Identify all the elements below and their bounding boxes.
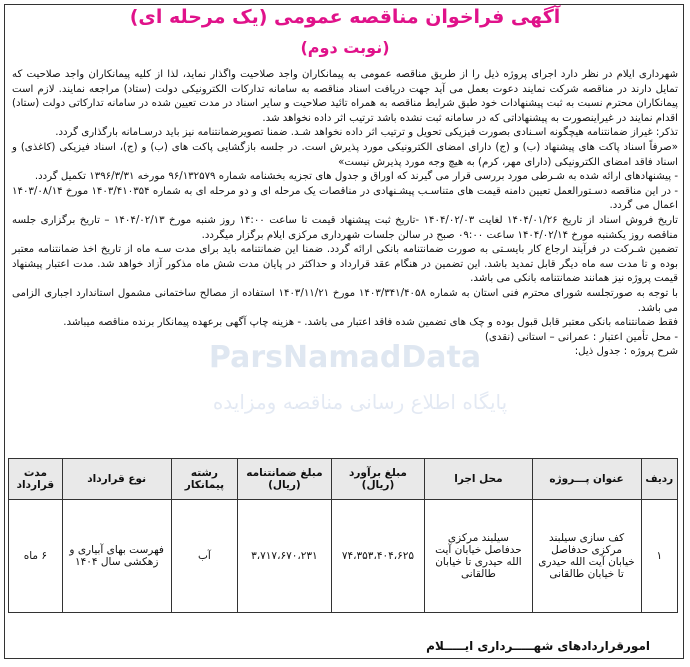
project-table <box>8 458 678 613</box>
cell-contract-type: فهرست بهای آبیاری و زهکشی سال ۱۴۰۴ <box>62 500 171 613</box>
header-row-number: ردیف <box>641 459 677 500</box>
watermark-latin: ParsNamadData <box>208 340 482 375</box>
header-location: محل اجرا <box>425 459 532 500</box>
header-guarantee: مبلغ ضمانتنامه (ریال) <box>238 459 331 500</box>
header-estimate: مبلغ برآورد (ریال) <box>331 459 425 500</box>
cell-guarantee: ۳،۷۱۷،۶۷۰،۲۳۱ <box>238 500 331 613</box>
watermark-persian: پایگاه اطلاع رسانی مناقصه ومزایده <box>212 390 508 414</box>
cell-contractor-field: آب <box>171 500 238 613</box>
paragraph-project-desc: شرح پروژه : جدول ذیل: <box>574 346 678 358</box>
paragraph-standards: با توجه به صورتجلسه شورای محترم فنی استان به شماره ۱۴۰۳/۳۴۱/۴۰۵۸ مورخ ۱۴۰۳/۱۱/۲۱ استفاده از مصالح ساختمانی مشمول استاندارد اجباری الزامی می باشد. <box>12 287 678 314</box>
paragraph-analysis: - پیشنهادهای ارائه شده به شـرطی مورد بررسی قرار می گیرند که اوراق و جدول های تجزیه بخشنامه شماره ۹۶/۱۳۲۵۷۹ مورخه ۱۳۹۶/۳/۳۱ تکمیل گردد. <box>34 171 678 183</box>
paragraph-bank-guarantee: فقط ضمانتنامه بانکی معتبر قابل قبول بوده و چک های تضمین شده فاقد اعتبار می باشد. - هزینه چاپ آگهی برعهده پیمانکار برنده مناقصه میباشد. <box>63 317 678 329</box>
paragraph-guarantee: تضمین شـرکت در فرآیند ارجاع کار بایسـتی به صورت ضمانتنامه بانکی ارائه گردد. ضمنا این ضمانتنامه باید برای مدت سـه ماه از تاریخ اخذ ضمانتنامه معتبر بوده و تا مدت سه ماه دیگر قابل تمدید باشد. این تضمین در هنگام عقد قرارداد و حداکثر در پایان مدت شش ماه مذکور آزاد خواهد شد. مدت اعتبار پیشنهاد قیمت پروژه نیز همانند ضمانتنامه بانکی می باشد. <box>12 244 678 285</box>
paragraph-price-range: - در این مناقصه دسـتورالعمل تعیین دامنه قیمت های متناسـب پیشـنهادی در مناقصات یک مرحله ای و دو مرحله ای به شماره ۱۴۰۳/۴۱۰۳۵۴ مورخ ۱۴۰۳/۰۸/۱۴ اعمال می گردد. <box>12 185 678 212</box>
table-row <box>9 500 678 613</box>
notice-subtitle: (نوبت دوم) <box>300 38 390 57</box>
paragraph-note: تذکر: غیراز ضمانتنامه هیچگونه اسـنادی بصورت فیزیکی تحویل و ترتیب اثر داده نخواهد شـد. ضمنا تصویرضمانتنامه نیز باید درسـامانه بارگذاری گردد. <box>55 127 678 139</box>
cell-row-number: ۱ <box>641 500 677 613</box>
cell-duration: ۶ ماه <box>9 500 63 613</box>
header-contractor-field: رشته پیمانکار <box>171 459 238 500</box>
table-header-row <box>9 459 678 500</box>
header-contract-type: نوع قرارداد <box>62 459 171 500</box>
notice-body <box>12 68 678 360</box>
cell-estimate: ۷۴،۳۵۳،۴۰۴،۶۲۵ <box>331 500 425 613</box>
footer-signature: امورقراردادهای شهـــــرداری ایـــــلام <box>426 639 650 653</box>
paragraph-funding: - محل تأمین اعتبار : عمرانی – استانی (نقدی) <box>484 331 678 343</box>
cell-location: سیلبند مرکزی حدفاصل خیابان آیت الله حیدری تا خیابان طالقانی <box>425 500 532 613</box>
header-duration: مدت قرارداد <box>9 459 63 500</box>
notice-title: آگهی فراخوان مناقصه عمومی (یک مرحله ای) <box>129 6 561 28</box>
cell-project-title: کف سازی سیلبند مرکزی حدفاصل خیابان آیت الله حیدری تا خیابان طالقانی <box>532 500 641 613</box>
paragraph-dates: تاریخ فروش اسناد از تاریخ ۱۴۰۴/۰۱/۲۶ لغایت ۱۴۰۴/۰۲/۰۳ -تاریخ ثبت پیشنهاد قیمت تا ساعت ۱۴:۰۰ روز شنبه مورخ ۱۴۰۴/۰۲/۱۳ – تاریخ برگزاری جلسه مناقصه روز یکشنبه مورخ ۱۴۰۴/۰۲/۱۴ ساعت ۰۹:۰۰ صبح در سالن جلسات شهرداری مرکزی ایلام برگزار میگردد. <box>12 214 678 241</box>
paragraph-intro: شهرداری ایلام در نظر دارد اجرای پروژه ذیل را از طریق مناقصه عمومی به پیمانکاران واجد صلاحیت واگذار نماید، لذا از کلیه پیمانکاران واجد صلاحیت که تمایل دارند در مناقصه شرکت نمایند دعوت بعمل می آید جهت دریافت اسناد مناقصه به سامانه تدارکات الکترونیکی دولت (ستاد) مراجعه نمایند. لازم است پیمانکاران محترم نسبت به ثبت پیشنهادات خود طبق شرایط مناقصه به همراه تائید صلاحیت و سایر اسناد در مدت تعیین شده در سامانه تدارکاتی دولت (ستاد) اقدام نمایند در غیراینصورت به پیشنهاداتی که در سامانه ثبت نشده باشد ترتیب اثر داده نخواهد شد. <box>12 69 678 124</box>
paragraph-signature-rule: «صرفاً اسناد پاکت های پیشنهاد (ب) و (ج) دارای امضای الکترونیکی مورد پذیرش است. در جلسه بازگشایی پاکت های (ب) و (ج)، اسناد فیزیکی (کاغذی) و اسناد فاقد امضای الکترونیکی (دارای مهر، کرم) به هیچ وجه مورد پذیرش نیست» <box>12 141 678 168</box>
header-project-title: عنوان پـــروژه <box>532 459 641 500</box>
